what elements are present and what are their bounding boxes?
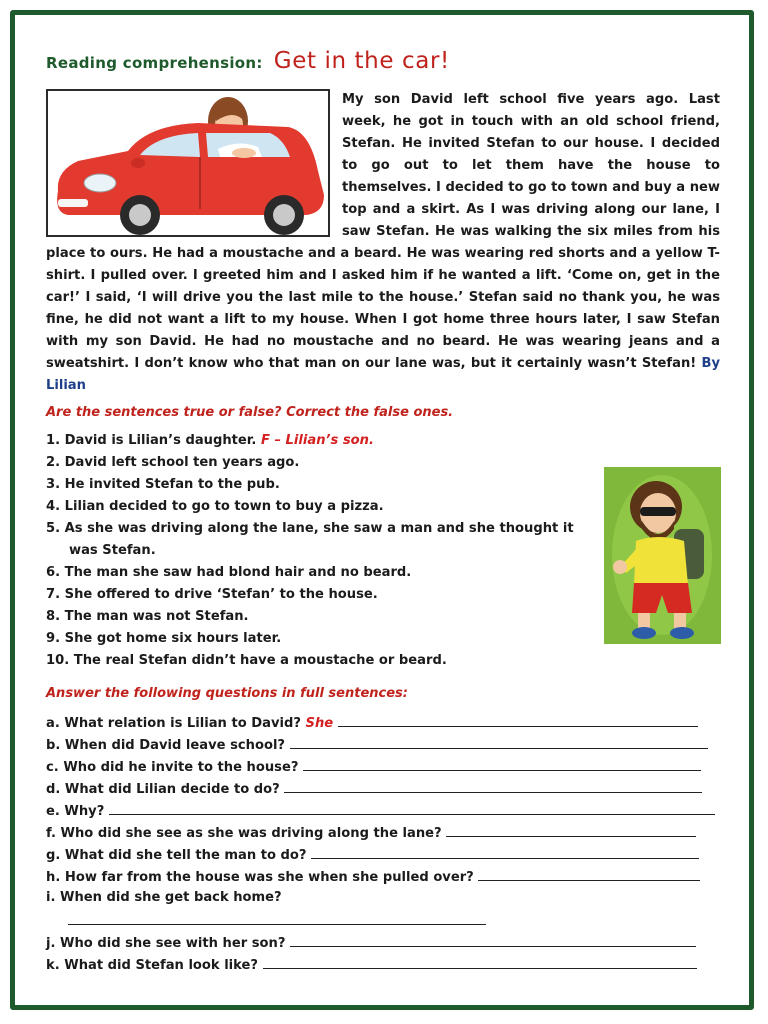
tf-item-4 (46, 499, 384, 514)
answer-line[interactable] (68, 912, 486, 925)
question-text: Who did she see as she was driving along the lane? (60, 826, 442, 841)
tf-statement: He invited Stefan to the pub. (64, 477, 280, 492)
question-k (46, 956, 697, 973)
tf-item-8 (46, 609, 249, 624)
tf-statement: David is Lilian’s daughter. (64, 433, 257, 448)
tf-statement: As she was driving along the lane, she saw a man and she thought it (64, 521, 574, 536)
question-letter: c. (46, 760, 59, 775)
question-text: What did Stefan look like? (64, 958, 258, 973)
question-text: What did Lilian decide to do? (64, 782, 280, 797)
tf-statement: The man was not Stefan. (64, 609, 249, 624)
tf-statement: David left school ten years ago. (64, 455, 300, 470)
question-i (46, 890, 282, 905)
tf-number: 3. (46, 477, 61, 492)
story-paragraph: My son David left school five years ago. Last week, he got in touch with an old school friend, Stefan. He invited Stefan to our house. I decided to go out to let them have the house to themselves. I decided to go to town and buy a new top and a skirt. As I was driving along our lane, I saw Stefan. He was walking the six miles from his place to ours. He had a moustache and a beard. He was wearing red shorts and a yellow T-shirt. I pulled over. I greeted him and I asked him if he wanted a lift. ‘Come on, get in the car!’ I said, ‘I will drive you the last mile to the house.’ Stefan said no thank you, he was fine, he did not want a lift to my house. When I got home three hours later, I saw Stefan with my son David. He had no moustache and no beard. He was wearing jeans and a sweatshirt. I don’t know who that man on our lane was, but it certainly wasn’t Stefan! (46, 92, 720, 371)
question-b (46, 736, 708, 753)
tf-number: 1. (46, 433, 61, 448)
tf-statement: She got home six hours later. (64, 631, 282, 646)
question-text: When did she get back home? (60, 890, 282, 905)
question-e (46, 802, 715, 819)
tf-number: 10. (46, 653, 70, 668)
tf-statement: The man she saw had blond hair and no beard. (64, 565, 412, 580)
question-text: Why? (64, 804, 105, 819)
question-letter: g. (46, 848, 61, 863)
tf-number: 9. (46, 631, 61, 646)
true-false-heading: Are the sentences true or false? Correct the false ones. (46, 405, 454, 420)
tf-item-6 (46, 565, 411, 580)
tf-item-3 (46, 477, 280, 492)
story-text-block (46, 89, 720, 397)
question-letter: i. (46, 890, 56, 905)
tf-number: 5. (46, 521, 61, 536)
answer-line[interactable] (478, 868, 700, 881)
story-byline: By Lilian (46, 356, 720, 393)
tf-item-1 (46, 433, 374, 448)
tf-example-answer: F – Lilian’s son. (260, 433, 374, 448)
hiker-illustration (604, 467, 721, 644)
question-c (46, 758, 701, 775)
woman-in-red-car-image (48, 91, 328, 235)
answer-line[interactable] (290, 736, 708, 749)
question-letter: d. (46, 782, 61, 797)
questions-heading: Answer the following questions in full sentences: (46, 686, 408, 701)
answer-line[interactable] (446, 824, 696, 837)
question-j (46, 934, 696, 951)
question-text: How far from the house was she when she pulled over? (64, 870, 474, 885)
title-main: Get in the car! (273, 48, 450, 74)
title-label: Reading comprehension: (46, 54, 263, 72)
question-letter: h. (46, 870, 61, 885)
question-text: What relation is Lilian to David? (64, 716, 301, 731)
tf-item-5 (46, 521, 574, 536)
question-d (46, 780, 702, 797)
tf-statement-continued: was Stefan. (69, 543, 156, 558)
page-title (46, 48, 450, 74)
tf-number: 8. (46, 609, 61, 624)
tf-item-5-continued (69, 543, 156, 558)
question-letter: a. (46, 716, 60, 731)
question-letter: b. (46, 738, 61, 753)
question-example-answer: She (305, 716, 334, 731)
tf-number: 4. (46, 499, 61, 514)
tf-statement: The real Stefan didn’t have a moustache or beard. (73, 653, 447, 668)
tf-number: 6. (46, 565, 61, 580)
answer-line[interactable] (290, 934, 696, 947)
answer-line[interactable] (263, 956, 697, 969)
question-letter: k. (46, 958, 60, 973)
question-letter: e. (46, 804, 60, 819)
answer-line[interactable] (311, 846, 699, 859)
tf-item-2 (46, 455, 299, 470)
question-letter: f. (46, 826, 56, 841)
tf-item-9 (46, 631, 281, 646)
tf-number: 2. (46, 455, 61, 470)
car-illustration (46, 89, 330, 237)
question-g (46, 846, 699, 863)
question-a (46, 714, 698, 731)
question-text: Who did she see with her son? (60, 936, 286, 951)
answer-line[interactable] (109, 802, 715, 815)
question-text: When did David leave school? (64, 738, 286, 753)
answer-line[interactable] (303, 758, 701, 771)
answer-line[interactable] (284, 780, 702, 793)
tf-statement: She offered to drive ‘Stefan’ to the house. (64, 587, 378, 602)
tf-item-10 (46, 653, 447, 668)
question-i-answer-row (68, 912, 486, 929)
answer-line[interactable] (338, 714, 698, 727)
tf-item-7 (46, 587, 378, 602)
question-letter: j. (46, 936, 56, 951)
bearded-hiker-image (604, 467, 721, 644)
question-text: Who did he invite to the house? (63, 760, 299, 775)
question-text: What did she tell the man to do? (64, 848, 307, 863)
tf-number: 7. (46, 587, 61, 602)
question-h (46, 868, 700, 885)
tf-statement: Lilian decided to go to town to buy a pizza. (64, 499, 384, 514)
question-f (46, 824, 696, 841)
